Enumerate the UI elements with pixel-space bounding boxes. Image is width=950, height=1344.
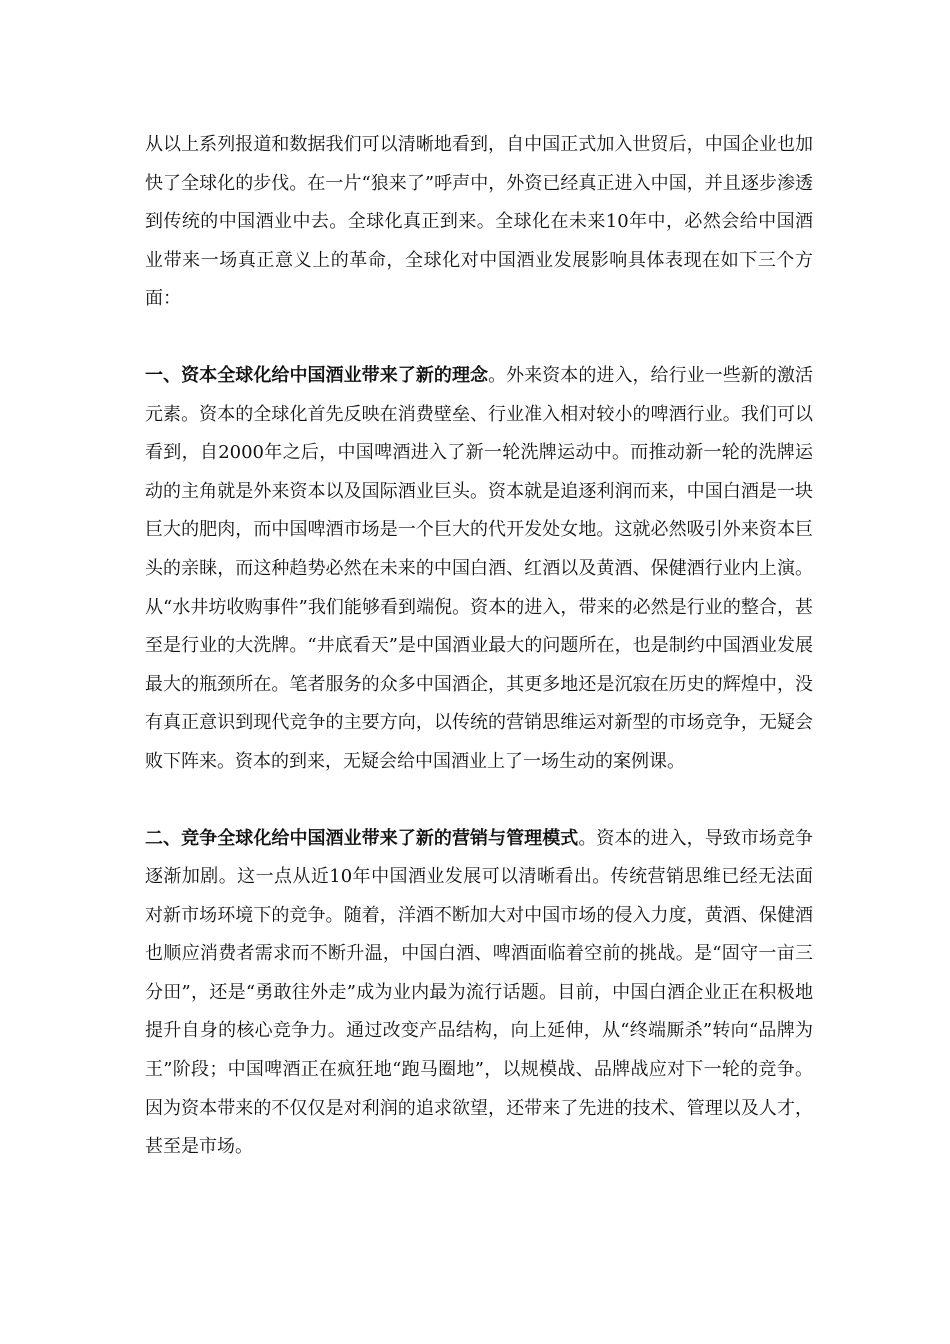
paragraph-spacer (145, 319, 813, 357)
section-two-paragraph (145, 820, 813, 1167)
intro-text: 从以上系列报道和数据我们可以清晰地看到，自中国正式加入世贸后，中国企业也加快了全球化的步伐。在一片“狼来了”呼声中，外资已经真正进入中国，并且逐步渗透到传统的中国酒业中去。全球化真正到来。全球化在未来10年中，必然会给中国酒业带来一场真正意义上的革命，全球化对中国酒业发展影响具体表现在如下三个方面： (145, 134, 813, 310)
paragraph-spacer (145, 782, 813, 820)
intro-paragraph (145, 126, 813, 319)
section-two-heading: 二、竞争全球化给中国酒业带来了新的营销与管理模式 (145, 827, 579, 849)
section-one-paragraph (145, 357, 813, 782)
section-one-text: 。外来资本的进入，给行业一些新的激活元素。资本的全球化首先反映在消费壁垒、行业准入相对较小的啤酒行业。我们可以看到，自2000年之后，中国啤酒进入了新一轮洗牌运动中。而推动新一轮的洗牌运动的主角就是外来资本以及国际酒业巨头。资本就是追逐利润而来，中国白酒是一块巨大的肥肉，而中国啤酒市场是一个巨大的代开发处女地。这就必然吸引外来资本巨头的亲睐，而这种趋势必然在未来的中国白酒、红酒以及黄酒、保健酒行业内上演。从“水井坊收购事件”我们能够看到端倪。资本的进入，带来的必然是行业的整合，甚至是行业的大洗牌。“井底看天”是中国酒业最大的问题所在，也是制约中国酒业发展最大的瓶颈所在。笔者服务的众多中国酒企，其更多地还是沉寂在历史的辉煌中，没有真正意识到现代竞争的主要方向，以传统的营销思维运对新型的市场竞争，无疑会败下阵来。资本的到来，无疑会给中国酒业上了一场生动的案例课。 (145, 364, 814, 772)
section-one-heading: 一、资本全球化给中国酒业带来了新的理念 (145, 364, 489, 386)
document-body (145, 126, 813, 1167)
section-two-text: 。资本的进入，导致市场竞争逐渐加剧。这一点从近10年中国酒业发展可以清晰看出。传统营销思维已经无法面对新市场环境下的竞争。随着，洋酒不断加大对中国市场的侵入力度，黄酒、保健酒也顺应消费者需求而不断升温，中国白酒、啤酒面临着空前的挑战。是“固守一亩三分田”，还是“勇敢往外走”成为业内最为流行话题。目前，中国白酒企业正在积极地提升自身的核心竞争力。通过改变产品结构，向上延伸，从“终端厮杀”转向“品牌为王”阶段；中国啤酒正在疯狂地“跑马圈地”，以规模战、品牌战应对下一轮的竞争。因为资本带来的不仅仅是对利润的追求欲望，还带来了先进的技术、管理以及人才，甚至是市场。 (145, 827, 814, 1158)
